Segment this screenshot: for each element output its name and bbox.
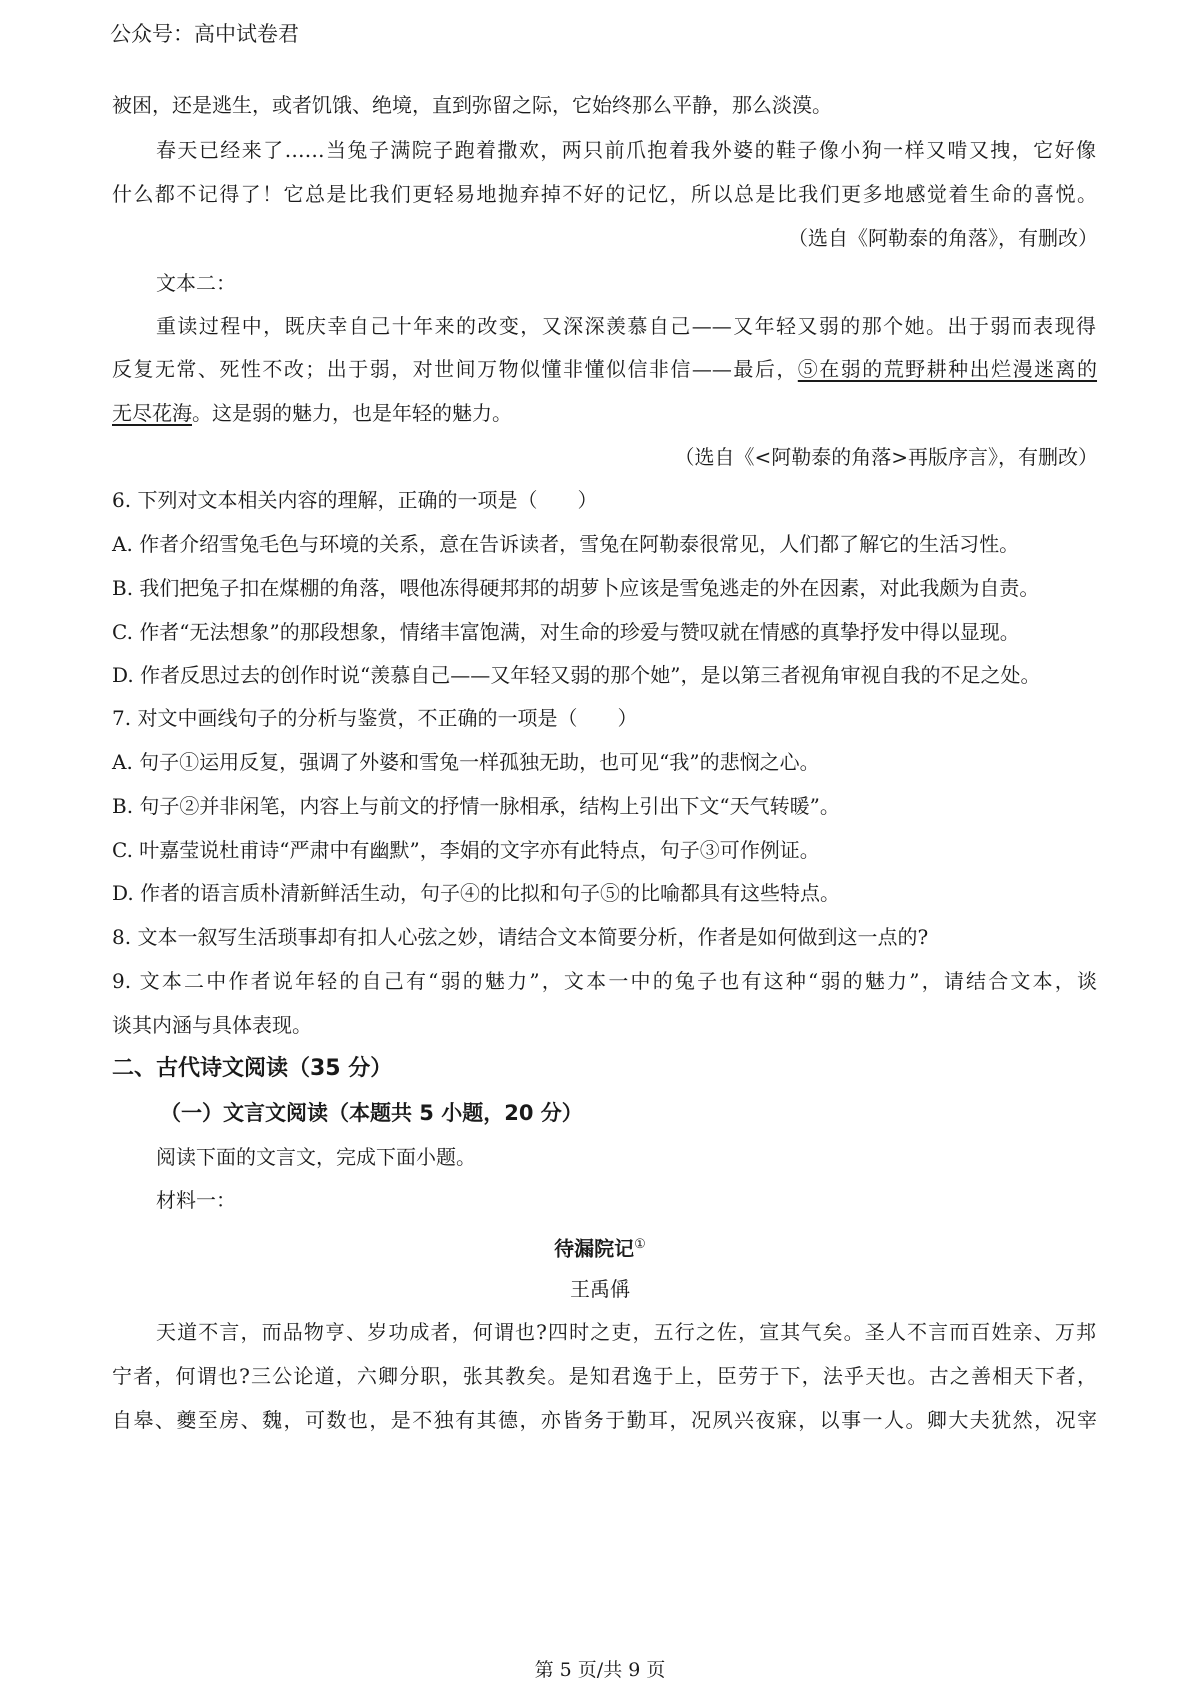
classical-title bbox=[0, 1231, 1200, 1263]
classical-text-line: 自皋、夔至房、魏，可数也，是不独有其德，亦皆务于勤耳，况夙兴夜寐，以事一人。卿大夫犹然，况宰 bbox=[112, 1408, 1097, 1432]
passage2-text: 。这是弱的魅力，也是年轻的魅力。 bbox=[192, 401, 512, 425]
question-6-option-d: D. 作者反思过去的创作时说“羡慕自己——又年轻又弱的那个她”，是以第三者视角审视自我的不足之处。 bbox=[112, 663, 1041, 687]
classical-text-line: 天道不言，而品物亨、岁功成者，何谓也?四时之吏，五行之佐，宣其气矣。圣人不言而百姓亲、万邦 bbox=[156, 1320, 1096, 1344]
underlined-sentence-5: ⑤在弱的荒野耕种出烂漫迷离的 bbox=[797, 357, 1098, 381]
instruction-text: 阅读下面的文言文，完成下面小题。 bbox=[156, 1145, 476, 1169]
underlined-sentence-5-end: 无尽花海 bbox=[112, 401, 192, 425]
section-heading: 二、古代诗文阅读（35 分） bbox=[112, 1056, 393, 1081]
subsection-heading: （一）文言文阅读（本题共 5 小题，20 分） bbox=[160, 1101, 583, 1125]
passage1-line: 春天已经来了……当兔子满院子跑着撒欢，两只前爪抱着我外婆的鞋子像小狗一样又啃又拽，它好像 bbox=[156, 138, 1096, 162]
question-6: 6. 下列对文本相关内容的理解，正确的一项是（ ） bbox=[112, 488, 598, 512]
passage2-line bbox=[112, 355, 1097, 383]
question-9-cont: 谈其内涵与具体表现。 bbox=[112, 1013, 312, 1037]
question-6-option-c: C. 作者“无法想象”的那段想象，情绪丰富饱满，对生命的珍爱与赞叹就在情感的真挚抒发中得以显现。 bbox=[112, 620, 1020, 644]
title-footnote-mark: ① bbox=[634, 1237, 646, 1252]
passage2-source: （选自《<阿勒泰的角落>再版序言》，有删改） bbox=[674, 445, 1098, 469]
classical-title-text: 待漏院记 bbox=[554, 1236, 635, 1261]
question-7-option-d: D. 作者的语言质朴清新鲜活生动，句子④的比拟和句子⑤的比喻都具有这些特点。 bbox=[112, 881, 841, 905]
passage1-line: 什么都不记得了！它总是比我们更轻易地抛弃掉不好的记忆，所以总是比我们更多地感觉着生命的喜悦。 bbox=[112, 182, 1097, 206]
page-header: 公众号：高中试卷君 bbox=[110, 22, 299, 46]
question-7: 7. 对文中画线句子的分析与鉴赏，不正确的一项是（ ） bbox=[112, 706, 638, 730]
passage1-line: 被困，还是逃生，或者饥饿、绝境，直到弥留之际，它始终那么平静，那么淡漠。 bbox=[112, 93, 832, 117]
classical-author: 王禹偁 bbox=[570, 1277, 630, 1301]
passage2-line: 重读过程中，既庆幸自己十年来的改变，又深深羡慕自己——又年轻又弱的那个她。出于弱而表现得 bbox=[156, 314, 1096, 338]
passage2-text: 反复无常、死性不改；出于弱，对世间万物似懂非懂似信非信——最后， bbox=[112, 357, 798, 381]
passage2-label: 文本二： bbox=[156, 271, 236, 295]
page-number: 第 5 页/共 9 页 bbox=[534, 1659, 666, 1681]
question-8: 8. 文本一叙写生活琐事却有扣人心弦之妙，请结合文本简要分析，作者是如何做到这一点的? bbox=[112, 925, 929, 949]
question-7-option-b: B. 句子②并非闲笔，内容上与前文的抒情一脉相承，结构上引出下文“天气转暖”。 bbox=[112, 794, 840, 818]
question-6-option-b: B. 我们把兔子扣在煤棚的角落，喂他冻得硬邦邦的胡萝卜应该是雪兔逃走的外在因素，对此我颇为自责。 bbox=[112, 576, 1040, 600]
classical-text-line: 宁者，何谓也?三公论道，六卿分职，张其教矣。是知君逸于上，臣劳于下，法乎天也。古之善相天下者， bbox=[112, 1364, 1097, 1388]
question-7-option-c: C. 叶嘉莹说杜甫诗“严肃中有幽默”，李娟的文字亦有此特点，句子③可作例证。 bbox=[112, 838, 820, 862]
passage2-line bbox=[112, 399, 1097, 427]
material-label: 材料一： bbox=[156, 1188, 236, 1212]
question-7-option-a: A. 句子①运用反复，强调了外婆和雪兔一样孤独无助，也可见“我”的悲悯之心。 bbox=[112, 750, 820, 774]
passage1-source: （选自《阿勒泰的角落》，有删改） bbox=[788, 226, 1098, 250]
question-9: 9. 文本二中作者说年轻的自己有“弱的魅力”，文本一中的兔子也有这种“弱的魅力”，请结合文本，谈 bbox=[112, 969, 1097, 993]
question-6-option-a: A. 作者介绍雪兔毛色与环境的关系，意在告诉读者，雪兔在阿勒泰很常见，人们都了解它的生活习性。 bbox=[112, 532, 1020, 556]
